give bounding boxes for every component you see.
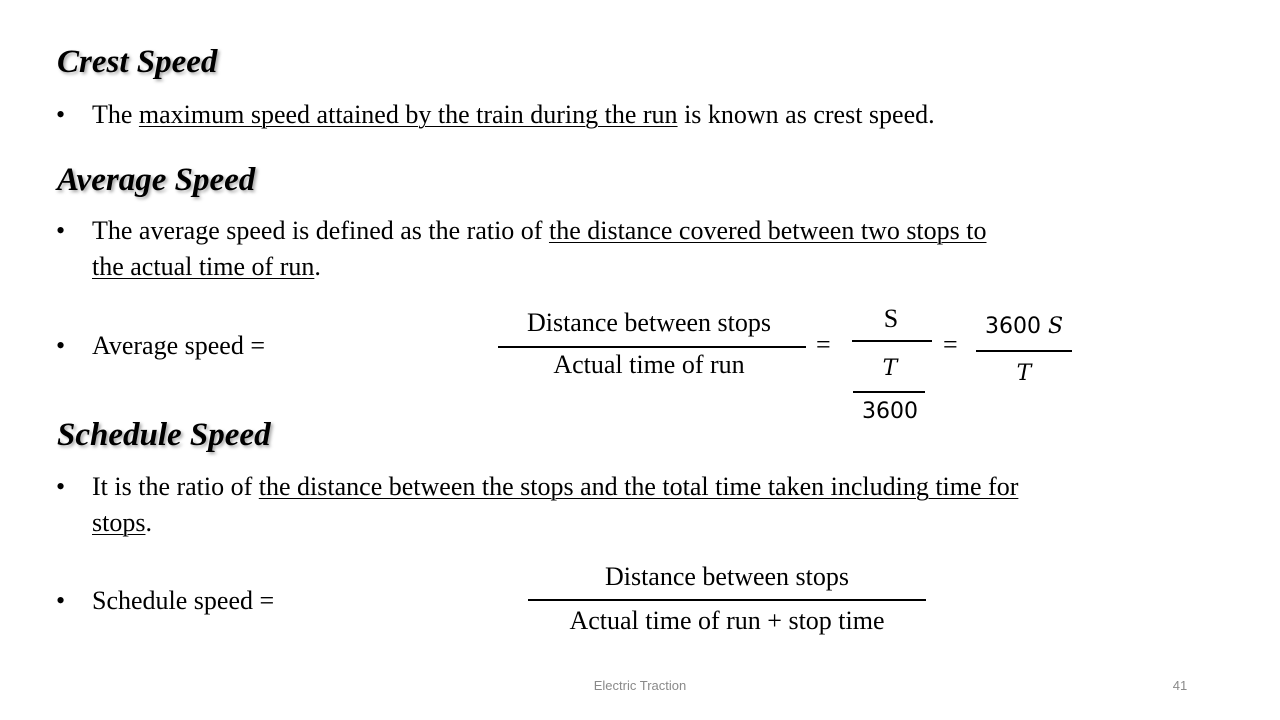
average-speed-formula-label: • Average speed =	[56, 328, 456, 364]
fraction-bar	[976, 350, 1072, 352]
schedule-speed-formula-label: • Schedule speed =	[56, 583, 456, 619]
fraction-bar	[498, 346, 806, 348]
inner-numerator: T	[882, 356, 898, 381]
average-speed-heading: Average Speed	[57, 162, 256, 198]
schedule-speed-line-2: stops.	[92, 508, 152, 537]
schedule-speed-definition	[56, 469, 1236, 541]
bullet-icon: •	[56, 586, 66, 615]
footer-title: Electric Traction	[593, 678, 687, 693]
crest-speed-underlined: maximum speed attained by the train during the run	[138, 100, 678, 129]
average-speed-definition	[56, 213, 1236, 285]
fraction-numerator: Distance between stops	[526, 308, 772, 337]
crest-speed-text: The maximum speed attained by the train during the run is known as crest speed.	[92, 100, 935, 129]
equals-sign: =	[943, 330, 958, 359]
fraction-bar	[528, 599, 926, 601]
crest-speed-bullet	[56, 97, 1236, 133]
fraction-denominator: T	[1016, 361, 1032, 386]
fraction-numerator: 3600 S	[984, 314, 1064, 339]
fraction-denominator: Actual time of run	[553, 350, 745, 379]
schedule-speed-line-1: It is the ratio of the distance between the stops and the total time taken including time for	[92, 472, 1019, 501]
schedule-speed-heading: Schedule Speed	[57, 417, 271, 453]
fraction-denominator: Actual time of run + stop time	[569, 606, 885, 635]
equals-sign: =	[816, 330, 831, 359]
crest-speed-heading: Crest Speed	[57, 44, 218, 80]
average-speed-line-2: the actual time of run.	[92, 252, 321, 281]
inner-fraction-bar	[853, 391, 925, 393]
bullet-icon: •	[56, 216, 66, 245]
average-speed-line-1: The average speed is defined as the ratio of the distance covered between two stops to	[92, 216, 987, 245]
bullet-icon: •	[56, 472, 66, 501]
fraction-bar	[852, 340, 932, 342]
slide-number: 41	[1172, 678, 1188, 693]
bullet-icon: •	[56, 331, 66, 360]
fraction-numerator: Distance between stops	[604, 562, 850, 591]
fraction-numerator: S	[883, 304, 899, 333]
bullet-icon: •	[56, 100, 66, 129]
inner-denominator: 3600	[862, 399, 918, 424]
